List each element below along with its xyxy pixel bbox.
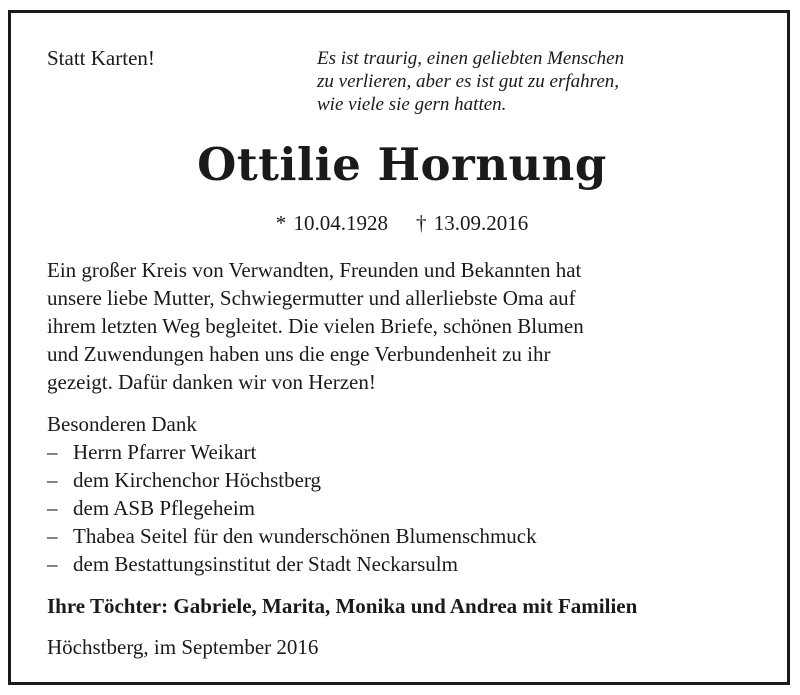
dash-bullet: – [47,496,58,520]
obituary-frame [8,10,790,685]
message-line: gezeigt. Dafür danken wir von Herzen! [47,370,376,394]
thanks-item-text: Herrn Pfarrer Weikart [73,440,257,464]
message-line: unsere liebe Mutter, Schwiegermutter und allerliebste Oma auf [47,286,576,310]
dash-bullet: – [47,440,58,464]
statt-karten-label: Statt Karten! [47,46,155,70]
place-and-date: Höchstberg, im September 2016 [47,635,319,659]
thanks-item-text: dem Kirchenchor Höchstberg [73,468,322,492]
thanks-list-item [47,466,537,494]
life-dates [11,211,793,236]
message-line: und Zuwendungen haben uns die enge Verbundenheit zu ihr [47,342,551,366]
message-line: Ein großer Kreis von Verwandten, Freunden und Bekannten hat [47,258,582,282]
quote-line: wie viele sie gern hatten. [317,94,507,115]
dash-bullet: – [47,552,58,576]
thanks-item-text: dem ASB Pflegeheim [73,496,255,520]
message-paragraph [47,256,584,396]
family-signature: Ihre Töchter: Gabriele, Marita, Monika und Andrea mit Familien [47,594,638,618]
death-date: † 13.09.2016 [416,211,529,235]
deceased-name: Ottilie Hornung [197,138,607,191]
quote-line: zu verlieren, aber es ist gut zu erfahren, [317,71,620,92]
dash-bullet: – [47,468,58,492]
message-line: ihrem letzten Weg begleitet. Die vielen Briefe, schönen Blumen [47,314,584,338]
thanks-section [47,410,537,578]
thanks-heading: Besonderen Dank [47,412,197,436]
birth-date: * 10.04.1928 [275,211,388,235]
quote-line: Es ist traurig, einen geliebten Menschen [317,48,625,69]
quote-block [317,47,624,116]
thanks-list-item [47,438,537,466]
thanks-item-text: dem Bestattungsinstitut der Stadt Neckarsulm [73,552,458,576]
thanks-list-item [47,494,537,522]
thanks-item-text: Thabea Seitel für den wunderschönen Blumenschmuck [73,524,537,548]
dash-bullet: – [47,524,58,548]
thanks-list-item [47,522,537,550]
thanks-list-item [47,550,537,578]
